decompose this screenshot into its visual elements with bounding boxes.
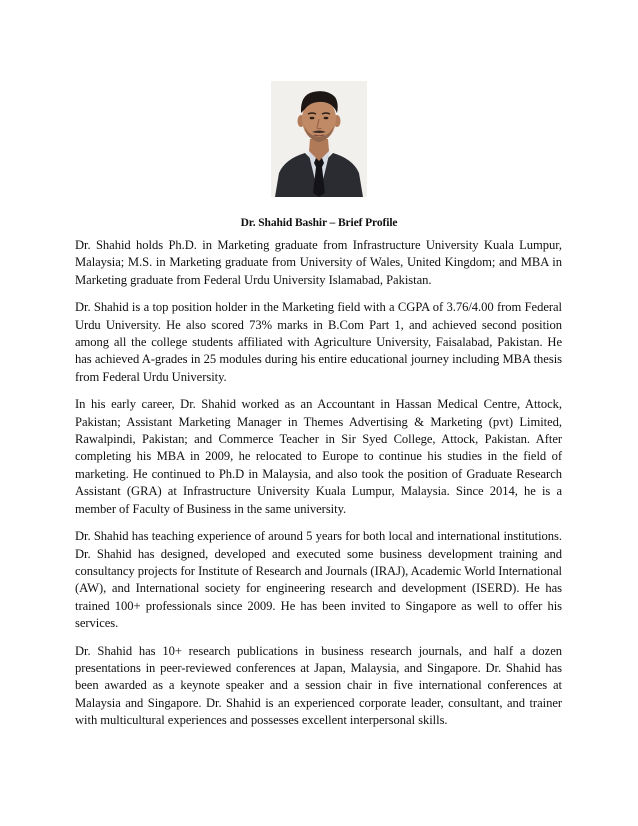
page-title: Dr. Shahid Bashir – Brief Profile [240,217,398,229]
paragraph-teaching: Dr. Shahid has teaching experience of around 5 years for both local and international institutions. Dr. Shahid has designed, developed and executed some business development training and consultancy projects for Institute of Research and Journals (IRAJ), Academic World International (AW), and International society for engineering research and development (ISERD). He has trained 100+ professionals since 2009. He has been invited to Singapore as well to offer his services. [75,529,562,631]
paragraph-achievements: Dr. Shahid is a top position holder in the Marketing field with a CGPA of 3.76/4.00 from Federal Urdu University. He also scored 73% marks in B.Com Part 1, and achieved second position among all the college students affiliated with Agriculture University, Faisalabad, Pakistan. He has achieved A-grades in 25 modules during his entire educational journey including MBA thesis from Federal Urdu University. [75,300,562,384]
profile-photo [271,81,367,197]
paragraph-early-career: In his early career, Dr. Shahid worked as an Accountant in Hassan Medical Centre, Attock, Pakistan; Assistant Marketing Manager in Themes Advertising & Marketing (pvt) Limited, Rawalpindi, Pakistan; and Commerce Teacher in Sir Syed College, Attock, Pakistan. After completing his MBA in 2009, he relocated to Europe to continue his studies in the field of marketing. He continued to Ph.D in Malaysia, and also took the position of Graduate Research Assistant (GRA) at Infrastructure University Kuala Lumpur, Malaysia. Since 2014, he is a member of Faculty of Business in the same university. [75,397,562,516]
paragraph-education: Dr. Shahid holds Ph.D. in Marketing graduate from Infrastructure University Kuala Lumpur, Malaysia; M.S. in Marketing graduate from University of Wales, United Kingdom; and MBA in Marketing graduate from Federal Urdu University Islamabad, Pakistan. [75,238,562,287]
profile-body [75,237,562,740]
portrait-image [271,81,367,197]
paragraph-publications: Dr. Shahid has 10+ research publications in business research journals, and half a dozen presentations in peer-reviewed conferences at Japan, Malaysia, and Singapore. Dr. Shahid has been awarded as a keynote speaker and a session chair in five international conferences at Malaysia and Singapore. Dr. Shahid is an experienced corporate leader, consultant, and trainer with multicultural experiences and possesses excellent interpersonal skills. [75,643,562,728]
